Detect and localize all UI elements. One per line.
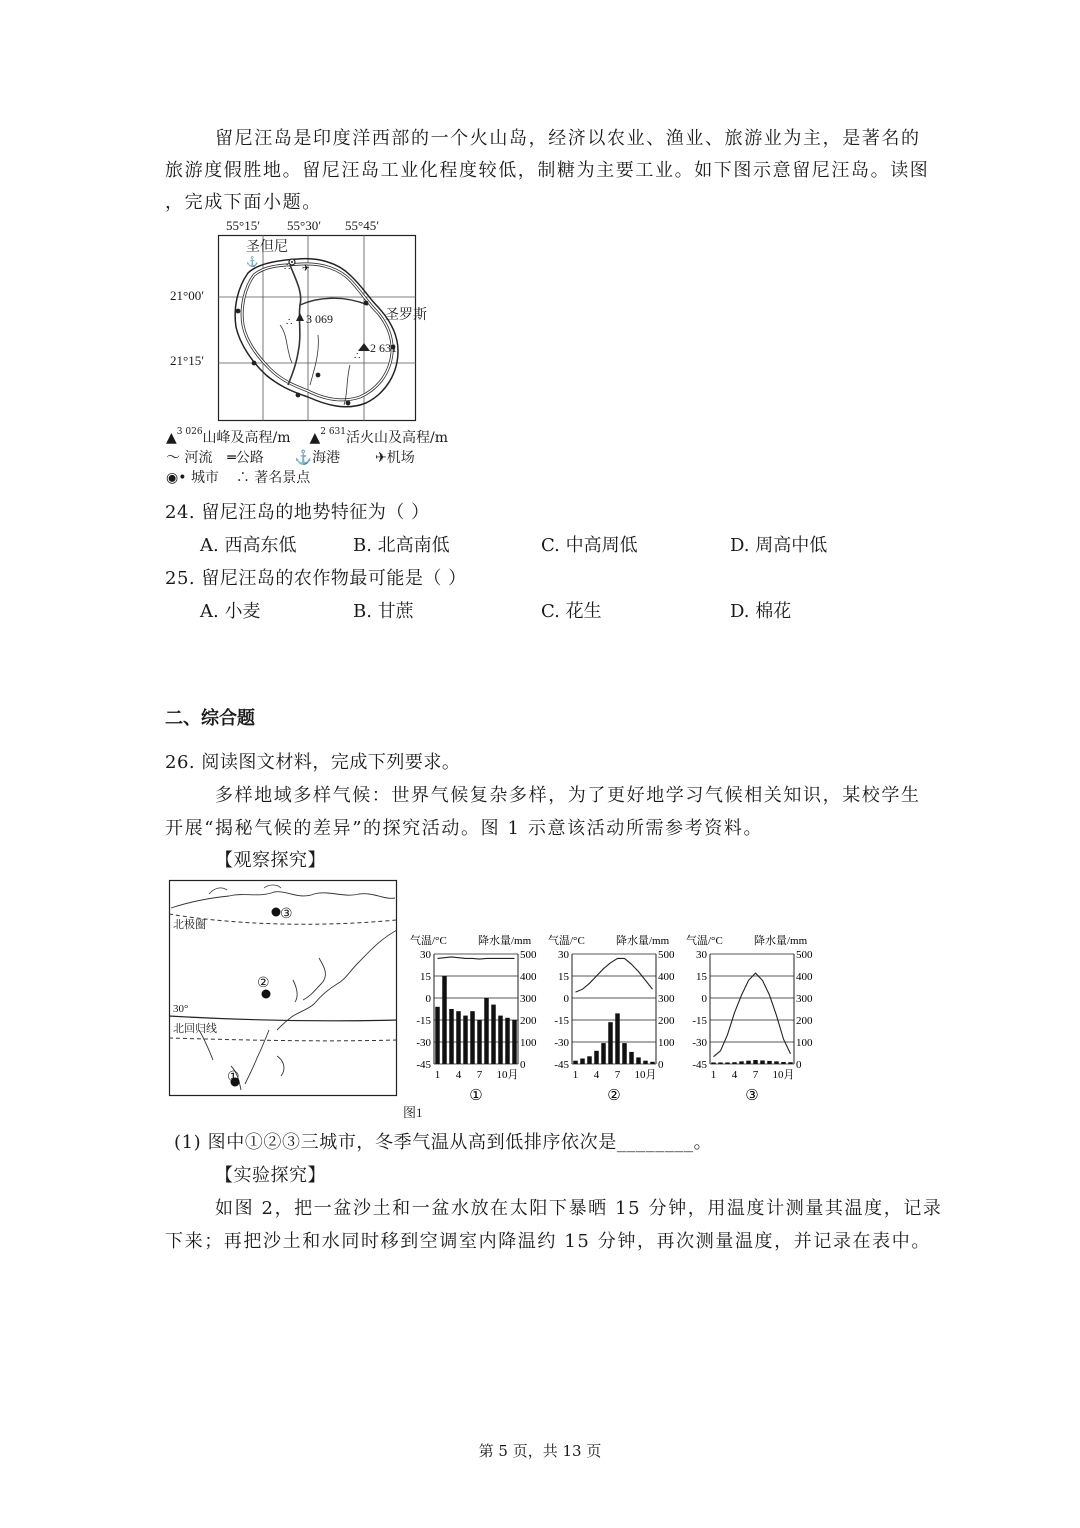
intro-line-2: 旅游度假胜地。留尼汪岛工业化程度较低，制糖为主要工业。如下图示意留尼汪岛。读图 — [165, 160, 930, 181]
y-tick-temp: 0 — [425, 993, 431, 1005]
q24-stem: 24. 留尼汪岛的地势特征为（ ） — [165, 502, 430, 523]
lat30-label: 30° — [173, 1003, 189, 1015]
peak-elevation: 3 069 — [306, 312, 333, 326]
q24-option-a[interactable]: A. 西高东低 — [200, 535, 297, 556]
city-dot — [296, 393, 301, 398]
y-tick-temp: 15 — [420, 971, 431, 983]
x-tick-label: 4 — [455, 1069, 462, 1081]
river-3 — [310, 335, 318, 385]
scenic-icon: ∴ — [286, 317, 293, 328]
q26-para-1: 多样地域多样气候：世界气候复杂多样，为了更好地学习气候相关知识，某校学生 — [215, 785, 921, 806]
precip-bar-11 — [505, 1018, 509, 1064]
city-1-label: ① — [227, 1069, 240, 1085]
precip-bar-10 — [636, 1057, 640, 1064]
korea-peninsula — [293, 980, 297, 1002]
precip-bar-6 — [608, 1022, 612, 1064]
y-axis-title-temp: 气温/°C — [410, 935, 447, 947]
lat-label-2: 21°15′ — [170, 353, 205, 368]
precip-bar-11 — [643, 1061, 647, 1064]
q26-stem: 26. 阅读图文材料，完成下列要求。 — [165, 752, 461, 773]
y-tick-precip: 200 — [520, 1015, 537, 1027]
precip-bar-2 — [442, 976, 446, 1064]
q26-para-2: 开展“揭秘气候的差异”的探究活动。图 1 示意该活动所需参考资料。 — [165, 818, 764, 839]
y-tick-temp: -45 — [416, 1059, 431, 1071]
peak-triangle — [296, 313, 304, 321]
x-tick-label: 10月 — [772, 1069, 795, 1081]
q24-option-d[interactable]: D. 周高中低 — [730, 535, 828, 556]
volcano-legend-icon: ▲ — [309, 430, 321, 446]
temperature-line — [576, 958, 653, 992]
climate-chart-1 — [408, 930, 550, 1110]
airport-icon: ✈ — [302, 263, 310, 273]
temperature-line — [438, 957, 515, 959]
y-tick-precip: 100 — [796, 1037, 813, 1049]
x-tick-label: 4 — [593, 1069, 600, 1081]
x-tick-label: 7 — [614, 1069, 621, 1081]
q24-option-c[interactable]: C. 中高周低 — [541, 535, 638, 556]
reunion-island-map — [218, 235, 416, 421]
city-label-north: 圣但尼 — [246, 240, 288, 255]
city-2-label: ② — [257, 975, 270, 991]
port-legend-icon: ⚓ — [294, 450, 313, 466]
q25-option-c[interactable]: C. 花生 — [541, 601, 602, 622]
precip-bar-3 — [725, 1062, 729, 1064]
port-icon: ⚓ — [246, 257, 259, 268]
arctic-label: 北极圈 — [173, 919, 206, 931]
x-tick-label: 10月 — [634, 1069, 657, 1081]
lon-label-1: 55°15′ — [226, 218, 261, 233]
y-tick-precip: 200 — [658, 1015, 675, 1027]
precip-bar-9 — [491, 1005, 495, 1064]
x-tick-label: 7 — [752, 1069, 759, 1081]
lon-label-2: 55°30′ — [287, 218, 322, 233]
figure-caption: 图1 — [403, 1105, 423, 1120]
peak-legend-icon: ▲ — [166, 430, 177, 446]
scenic-legend-icon: ∴ — [235, 470, 250, 486]
volcano-elevation: 2 631 — [370, 341, 397, 355]
city-dot — [316, 373, 321, 378]
y-tick-temp: -45 — [692, 1059, 707, 1071]
precip-bar-10 — [498, 1016, 502, 1064]
y-tick-temp: 0 — [563, 993, 569, 1005]
precip-bar-12 — [788, 1062, 792, 1064]
precip-bar-8 — [484, 998, 488, 1064]
precip-bar-6 — [470, 1011, 474, 1064]
airport-legend-icon: ✈ — [375, 450, 387, 466]
y-tick-temp: -30 — [416, 1037, 431, 1049]
y-tick-temp: 0 — [701, 993, 707, 1005]
q25-option-d[interactable]: D. 棉花 — [730, 601, 792, 622]
q26-sub-1: (1) 图中①②③三城市，冬季气温从高到低排序依次是________。 — [174, 1132, 713, 1153]
y-tick-precip: 200 — [796, 1015, 813, 1027]
city-dot — [346, 401, 351, 406]
precip-bar-10 — [774, 1061, 778, 1064]
city-legend-icon: ◉• — [166, 470, 187, 486]
precip-bar-9 — [767, 1061, 771, 1064]
q25-stem: 25. 留尼汪岛的农作物最可能是（ ） — [165, 568, 467, 589]
scenic-icon: ∴ — [284, 262, 291, 273]
coastal-road — [242, 264, 392, 400]
x-tick-label: 7 — [476, 1069, 483, 1081]
q25-option-a[interactable]: A. 小麦 — [200, 601, 261, 622]
y-tick-precip: 300 — [796, 993, 813, 1005]
y-axis-title-precip: 降水量/mm — [754, 935, 808, 947]
precip-bar-1 — [711, 1062, 715, 1064]
precip-bar-2 — [580, 1059, 584, 1065]
y-tick-temp: 15 — [558, 971, 569, 983]
city-3-label: ③ — [280, 906, 293, 922]
y-axis-title-temp: 气温/°C — [548, 935, 585, 947]
y-tick-temp: 30 — [420, 949, 431, 961]
y-tick-precip: 300 — [520, 993, 537, 1005]
q26-para-4: 下来；再把沙土和水同时移到空调室内降温约 15 分钟，再次测量温度，并记录在表中。 — [165, 1231, 931, 1252]
precip-bar-12 — [512, 1020, 516, 1064]
x-tick-label: 1 — [572, 1069, 579, 1081]
y-tick-temp: -15 — [416, 1015, 431, 1027]
temperature-line — [714, 973, 791, 1057]
y-tick-precip: 0 — [520, 1059, 526, 1071]
precip-bar-3 — [587, 1056, 591, 1064]
lat-label-1: 21°00′ — [170, 288, 205, 303]
x-tick-label: 10月 — [496, 1069, 519, 1081]
lon-label-3: 55°45′ — [345, 218, 380, 233]
precip-bar-1 — [435, 1007, 439, 1064]
experiment-heading: 【实验探究】 — [215, 1165, 326, 1186]
y-tick-temp: -45 — [554, 1059, 569, 1071]
section-heading: 二、综合题 — [165, 708, 255, 729]
y-tick-precip: 500 — [796, 949, 813, 961]
climate-chart-2 — [546, 930, 688, 1110]
precip-bar-5 — [739, 1061, 743, 1064]
y-tick-temp: -15 — [554, 1015, 569, 1027]
chart-title: ① — [469, 1088, 483, 1104]
q25-option-b[interactable]: B. 甘蔗 — [353, 601, 414, 622]
x-tick-label: 1 — [434, 1069, 441, 1081]
x-tick-label: 4 — [731, 1069, 738, 1081]
chart-title: ② — [607, 1088, 621, 1104]
coastline — [235, 259, 398, 407]
x-tick-label: 1 — [710, 1069, 717, 1081]
road-legend-icon: ═ — [227, 450, 236, 466]
y-axis-title-precip: 降水量/mm — [616, 935, 670, 947]
river-legend-icon: 〜 — [166, 450, 180, 466]
tropic-label: 北回归线 — [173, 1023, 217, 1035]
y-tick-precip: 400 — [520, 971, 537, 983]
legend-row-3: ◉• 城市 ∴ 著名景点 — [166, 470, 311, 486]
scenic-icon: ∴ — [354, 351, 361, 362]
y-tick-precip: 400 — [658, 971, 675, 983]
chart-title: ③ — [745, 1088, 759, 1104]
city-dot — [236, 309, 241, 314]
y-tick-precip: 500 — [658, 949, 675, 961]
y-tick-precip: 0 — [658, 1059, 664, 1071]
precip-bar-7 — [753, 1060, 757, 1064]
precip-bar-9 — [629, 1052, 633, 1064]
city-dot — [364, 301, 369, 306]
y-tick-precip: 100 — [520, 1037, 537, 1049]
precip-bar-4 — [732, 1062, 736, 1064]
q24-option-b[interactable]: B. 北高南低 — [353, 535, 450, 556]
intro-line-1: 留尼汪岛是印度洋西部的一个火山岛，经济以农业、渔业、旅游业为主，是著名的 — [215, 128, 921, 149]
precip-bar-4 — [456, 1011, 460, 1064]
q26-para-3: 如图 2，把一盆沙土和一盆水放在太阳下暴晒 15 分钟，用温度计测量其温度，记录 — [215, 1198, 943, 1219]
precip-bar-11 — [781, 1062, 785, 1064]
precip-bar-5 — [463, 1016, 467, 1064]
y-tick-temp: 15 — [696, 971, 707, 983]
y-tick-precip: 100 — [658, 1037, 675, 1049]
precip-bar-6 — [746, 1061, 750, 1064]
y-axis-title-precip: 降水量/mm — [478, 935, 532, 947]
city-dot — [252, 361, 257, 366]
precip-bar-7 — [477, 1020, 481, 1064]
page-footer: 第 5 页，共 13 页 — [478, 1442, 602, 1460]
climate-chart-3 — [684, 930, 826, 1110]
city-label-east: 圣罗斯 — [385, 308, 427, 323]
y-tick-temp: -30 — [692, 1037, 707, 1049]
precip-bar-3 — [449, 1009, 453, 1064]
y-tick-temp: 30 — [696, 949, 707, 961]
observe-heading: 【观察探究】 — [215, 850, 326, 871]
y-tick-temp: 30 — [558, 949, 569, 961]
y-tick-precip: 400 — [796, 971, 813, 983]
y-tick-precip: 500 — [520, 949, 537, 961]
volcano-symbol — [358, 343, 370, 351]
precip-bar-1 — [573, 1061, 577, 1064]
legend-row-1: ▲$^{3 026}$山峰及高程/m ▲$^{2 631}$活火山及高程/m — [166, 427, 448, 446]
precip-bar-8 — [760, 1060, 764, 1064]
precip-bar-7 — [615, 1013, 619, 1064]
y-tick-temp: -15 — [692, 1015, 707, 1027]
precip-bar-2 — [718, 1062, 722, 1064]
y-tick-precip: 0 — [796, 1059, 802, 1071]
asia-east-coast — [277, 930, 397, 1030]
precip-bar-4 — [594, 1051, 598, 1064]
precip-bar-12 — [650, 1062, 654, 1064]
legend-row-2: 〜 河流 ═公路 ⚓海港 ✈机场 — [166, 450, 415, 466]
river-1 — [280, 325, 292, 363]
precip-bar-8 — [622, 1043, 626, 1064]
y-axis-title-temp: 气温/°C — [686, 935, 723, 947]
japan-islands — [303, 958, 325, 1000]
intro-line-3: ，完成下面小题。 — [165, 192, 322, 213]
precip-bar-5 — [601, 1043, 605, 1064]
y-tick-temp: -30 — [554, 1037, 569, 1049]
y-tick-precip: 300 — [658, 993, 675, 1005]
